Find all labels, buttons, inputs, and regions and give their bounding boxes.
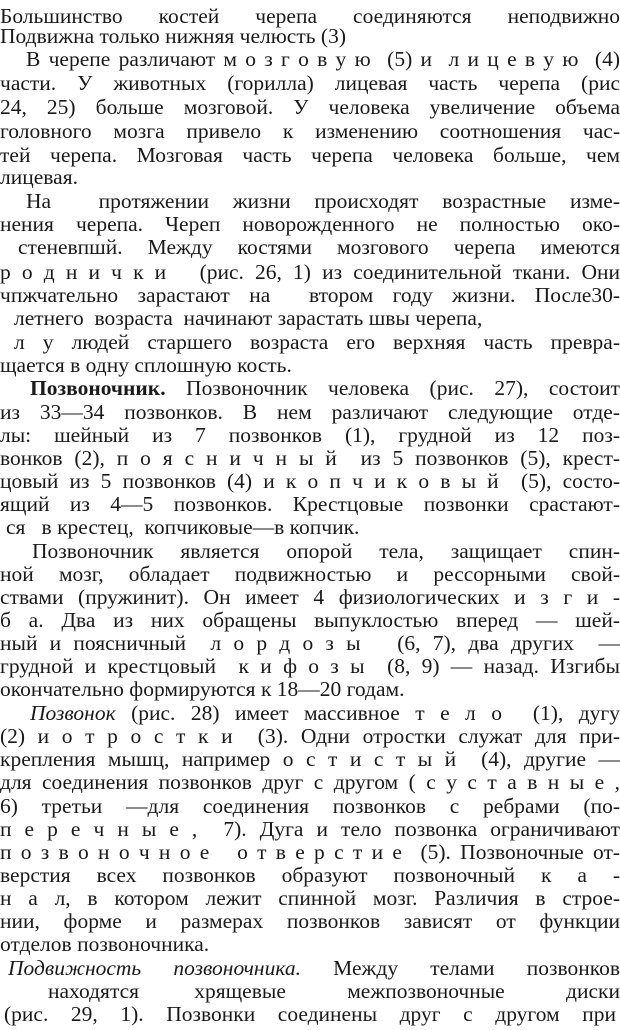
text-line: ной мозг, обладает подвижностью и рессорными свой- [0,562,620,586]
text-line: Позвонок (рис. 28) имеет массивное т е л о (1), дугу [30,701,620,725]
text-line: окончательно формируются к 18—20 годам. [0,677,405,701]
section-heading-mobility: Подвижность позвоночника. [8,956,301,980]
text-line: л у людей старшего возраста его верхняя часть превра- [14,330,620,354]
text-line: летнего возраста начинают зарастать швы черепа, [14,306,483,330]
text-line: части. У животных (горилла) лицевая часть черепа (рис [0,71,620,95]
text-line: На протяжении жизни происходят возрастные изме- [26,189,620,213]
text-line: (рис. 29, 1). Позвонки соединены друг с другом при [4,1002,616,1026]
text-line: для соединения позвонков друг с другом ( с у с т а в н ы е , [0,770,620,794]
text-line: нения черепа. Череп новорожденного не полностью око- [0,212,620,236]
text-line: Большинство костей черепа соединяются неподвижно [0,4,620,28]
section-heading-vertebra: Позвонок [30,701,116,725]
text-line: крепления мышц, например о с т и с т ы й (4), другие — [0,747,620,771]
text-line: нии, форме и размерах позвонков зависят от функции [0,909,620,933]
text-line: Подвижна только нижняя челюсть (3) [0,24,346,48]
text-line: р о д н и ч к и (рис. 26, 1) из соединительной ткани. Они [0,260,620,284]
text-line: головного мозга привело к изменению соотношения час- [0,119,620,143]
text-line: (2) и о т р о с т к и (3). Одни отростки служат для при- [0,724,620,748]
text-line: Позвоночник. Позвоночник человека (рис. 27), состоит [30,376,620,400]
text-line: б а. Два из них обращены выпуклостью вперед — шей- [0,608,620,632]
text-line: вонков (2), п о я с н и ч н ы й из 5 позвонков (5), крест- [0,446,620,470]
text-line: ствами (пружинит). Он имеет 4 физиологических и з г и - [0,585,620,609]
text-line: Подвижность позвоночника. Между телами позвонков [8,956,620,980]
text-line: цовый из 5 позвонков (4) и к о п ч и к о в ы й (5), состо- [0,469,620,493]
text-line: ный и поясничный л о р д о з ы (6, 7), два других — [0,631,620,655]
text-line: Позвоночник является опорой тела, защищает спин- [32,539,620,563]
text-line: ящий из 4—5 позвонков. Крестцовые позвонки срастают- [0,492,620,516]
section-heading-spine: Позвоночник. [30,376,166,400]
text-line: п о з в о н о ч н о е о т в е р с т и е (5). Позвоночные от- [0,840,620,864]
text-line: лы: шейный из 7 позвонков (1), грудной из 12 поз- [0,423,620,447]
text-line: лицевая. [0,165,78,189]
text-line: верстия всех позвонков образуют позвоночный к а - [0,863,620,887]
text-line: находятся хрящевые межпозвоночные диски [48,979,620,1003]
text-line: чпжчательно зарастают на втором году жизни. После30- [0,283,620,307]
text-line: ся в крестец, копчиковые—в копчик. [6,515,360,539]
text-line: тей черепа. Мозговая часть черепа человека больше, чем [0,143,620,167]
text-line: 6) третьи —для соединения позвонков с ребрами (по- [0,794,620,818]
text-line: грудной и крестцовый к и ф о з ы (8, 9) — назад. Изгибы [0,654,620,678]
text-line: стеневпшй. Между костями мозгового черепа имеются [18,235,620,259]
text-line: отделов позвоночника. [0,932,210,956]
text-line: 24, 25) больше мозговой. У человека увеличение объема [0,95,620,119]
text-line: щается в одну сплошную кость. [0,353,292,377]
text-line: н а л, в котором лежит спинной мозг. Различия в строе- [0,886,620,910]
text-line: В черепе различают м о з г о в у ю (5) и л и ц е в у ю (4) [26,47,620,71]
text-line: п е р е ч н ы е , 7). Дуга и тело позвонка ограничивают [0,817,620,841]
text-line: из 33—34 позвонков. В нем различают следующие отде- [0,400,620,424]
